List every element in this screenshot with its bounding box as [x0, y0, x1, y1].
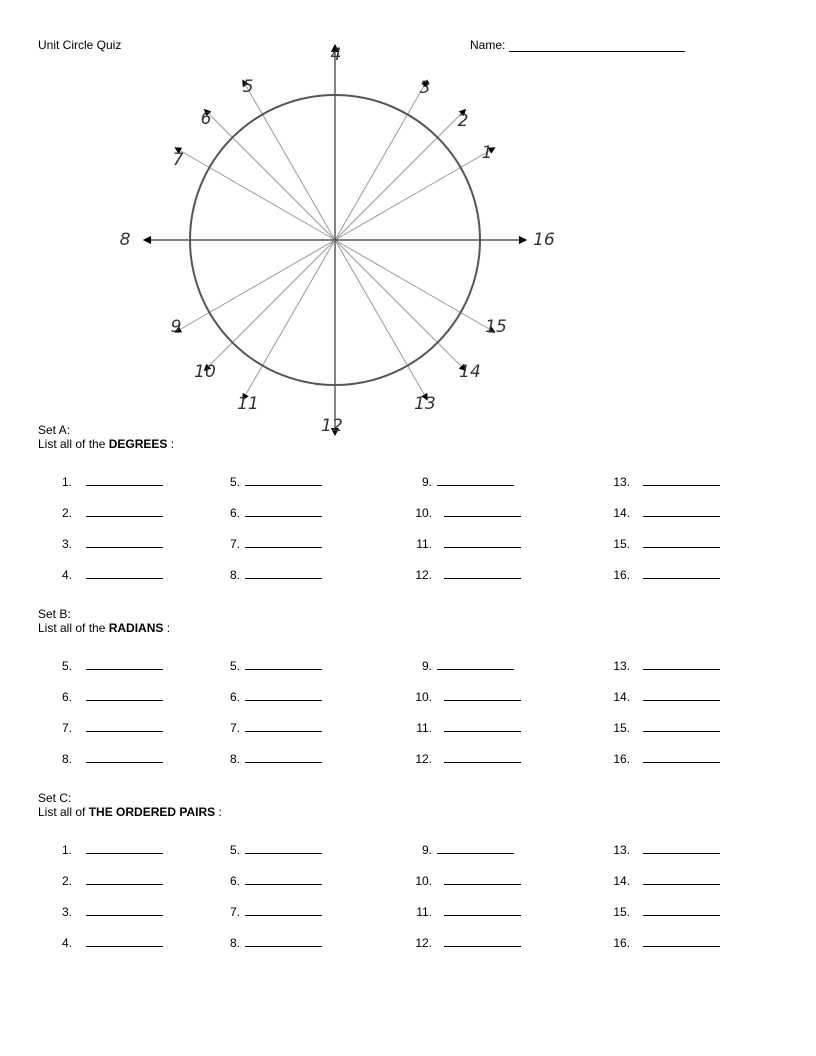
- answer-number: 11.: [416, 905, 432, 919]
- answer-line[interactable]: [444, 516, 521, 517]
- set-b: [38, 607, 778, 635]
- answer-blank[interactable]: [392, 721, 592, 737]
- answer-line[interactable]: [245, 516, 322, 517]
- answer-number: 7.: [229, 905, 240, 919]
- answer-number: 9.: [421, 475, 432, 489]
- answer-blank[interactable]: [200, 752, 400, 768]
- answer-number: 1.: [61, 843, 72, 857]
- set-b-instr-suffix: :: [166, 621, 171, 635]
- answer-line[interactable]: [86, 731, 163, 732]
- answer-blank[interactable]: [200, 475, 400, 491]
- answer-number: 9.: [421, 659, 432, 673]
- answer-blank[interactable]: [200, 537, 400, 553]
- ray-6: [206, 111, 335, 240]
- answer-number: 4.: [61, 568, 72, 582]
- answer-line[interactable]: [86, 547, 163, 548]
- answer-line[interactable]: [86, 669, 163, 670]
- set-a-instruction: [38, 437, 778, 451]
- angle-label-15: 15: [485, 317, 507, 337]
- angle-label-4: 4: [330, 45, 342, 65]
- answer-number: 5.: [229, 659, 240, 673]
- angle-label-11: 11: [237, 394, 259, 414]
- ray-15: [335, 240, 493, 331]
- set-b-instr-bold: RADIANS: [108, 621, 164, 635]
- answer-line[interactable]: [245, 578, 322, 579]
- answer-line[interactable]: [444, 700, 521, 701]
- set-c-instr-bold: THE ORDERED PAIRS: [88, 805, 216, 819]
- answer-line[interactable]: [245, 731, 322, 732]
- ray-7: [177, 149, 335, 240]
- answer-number: 8.: [229, 752, 240, 766]
- angle-label-3: 3: [419, 78, 431, 98]
- ray-13: [335, 240, 426, 398]
- answer-number: 5.: [229, 475, 240, 489]
- answer-number: 9.: [421, 843, 432, 857]
- set-b-instruction: [38, 621, 778, 635]
- answer-number: 7.: [229, 721, 240, 735]
- answer-blank[interactable]: [590, 905, 790, 921]
- set-a-instr-bold: DEGREES: [108, 437, 168, 451]
- answer-line[interactable]: [245, 700, 322, 701]
- set-c-instr-prefix: List all of: [38, 805, 86, 819]
- answer-number: 10.: [415, 690, 432, 704]
- set-b-instr-prefix: List all of the: [38, 621, 106, 635]
- answer-blank[interactable]: [200, 568, 400, 584]
- angle-label-10: 10: [194, 362, 216, 382]
- ray-1: [335, 149, 493, 240]
- answer-blank[interactable]: [392, 690, 592, 706]
- answer-number: 13.: [613, 843, 630, 857]
- angle-label-16: 16: [533, 230, 555, 250]
- answer-line[interactable]: [86, 762, 163, 763]
- answer-blank[interactable]: [392, 659, 592, 675]
- answer-number: 12.: [415, 752, 432, 766]
- answer-blank[interactable]: [590, 874, 790, 890]
- answer-line[interactable]: [245, 669, 322, 670]
- answer-line[interactable]: [86, 853, 163, 854]
- quiz-title: Unit Circle Quiz: [38, 38, 122, 52]
- answer-line[interactable]: [643, 700, 720, 701]
- ray-11: [244, 240, 335, 398]
- answer-blank[interactable]: [392, 752, 592, 768]
- answer-line[interactable]: [643, 853, 720, 854]
- answer-number: 11.: [416, 721, 432, 735]
- answer-number: 6.: [229, 506, 240, 520]
- answer-line[interactable]: [643, 762, 720, 763]
- answer-number: 15.: [613, 905, 630, 919]
- answer-blank[interactable]: [200, 690, 400, 706]
- answer-line[interactable]: [444, 762, 521, 763]
- ray-10: [206, 240, 335, 369]
- answer-line[interactable]: [643, 669, 720, 670]
- answer-blank[interactable]: [200, 659, 400, 675]
- answer-number: 6.: [61, 690, 72, 704]
- answer-line[interactable]: [444, 547, 521, 548]
- set-a-title: Set A:: [38, 423, 71, 437]
- angle-label-8: 8: [119, 230, 131, 250]
- answer-blank[interactable]: [200, 936, 400, 952]
- answer-line[interactable]: [86, 700, 163, 701]
- answer-line[interactable]: [643, 516, 720, 517]
- ray-14: [335, 240, 464, 369]
- answer-line[interactable]: [245, 884, 322, 885]
- answer-blank[interactable]: [590, 690, 790, 706]
- answer-line[interactable]: [86, 578, 163, 579]
- ray-5: [244, 82, 335, 240]
- answer-number: 15.: [613, 537, 630, 551]
- ray-2: [335, 111, 464, 240]
- answer-blank[interactable]: [200, 905, 400, 921]
- answer-line[interactable]: [444, 884, 521, 885]
- answer-line[interactable]: [245, 762, 322, 763]
- answer-blank[interactable]: [392, 506, 592, 522]
- angle-label-1: 1: [481, 143, 493, 163]
- answer-number: 15.: [613, 721, 630, 735]
- answer-line[interactable]: [245, 547, 322, 548]
- answer-number: 6.: [229, 874, 240, 888]
- answer-line[interactable]: [643, 485, 720, 486]
- answer-number: 14.: [613, 690, 630, 704]
- answer-blank[interactable]: [590, 659, 790, 675]
- answer-blank[interactable]: [200, 843, 400, 859]
- answer-line[interactable]: [643, 547, 720, 548]
- answer-line[interactable]: [437, 669, 514, 670]
- answer-blank[interactable]: [590, 568, 790, 584]
- angle-label-7: 7: [172, 150, 184, 170]
- answer-line[interactable]: [444, 578, 521, 579]
- answer-line[interactable]: [444, 946, 521, 947]
- answer-line[interactable]: [437, 485, 514, 486]
- answer-number: 5.: [61, 659, 72, 673]
- answer-blank[interactable]: [392, 843, 592, 859]
- answer-line[interactable]: [444, 915, 521, 916]
- answer-number: 7.: [61, 721, 72, 735]
- answer-number: 1.: [61, 475, 72, 489]
- answer-line[interactable]: [86, 915, 163, 916]
- answer-number: 16.: [613, 752, 630, 766]
- answer-number: 11.: [416, 537, 432, 551]
- answer-blank[interactable]: [590, 721, 790, 737]
- answer-blank[interactable]: [590, 537, 790, 553]
- answer-number: 14.: [613, 874, 630, 888]
- answer-line[interactable]: [643, 915, 720, 916]
- set-c-title: Set C:: [38, 791, 72, 805]
- angle-label-6: 6: [200, 109, 212, 129]
- ray-9: [177, 240, 335, 331]
- answer-number: 12.: [415, 568, 432, 582]
- answer-line[interactable]: [643, 578, 720, 579]
- answer-blank[interactable]: [590, 752, 790, 768]
- angle-label-12: 12: [321, 416, 343, 436]
- answer-line[interactable]: [86, 516, 163, 517]
- name-label: Name:: [470, 38, 506, 52]
- answer-line[interactable]: [444, 731, 521, 732]
- answer-line[interactable]: [245, 853, 322, 854]
- answer-blank[interactable]: [590, 475, 790, 491]
- set-a: [38, 423, 778, 451]
- angle-label-14: 14: [459, 362, 481, 382]
- angle-label-2: 2: [457, 111, 469, 131]
- answer-line[interactable]: [86, 884, 163, 885]
- answer-number: 5.: [229, 843, 240, 857]
- answer-number: 4.: [61, 936, 72, 950]
- answer-blank[interactable]: [590, 843, 790, 859]
- set-b-title: Set B:: [38, 607, 71, 621]
- set-a-instr-suffix: :: [170, 437, 175, 451]
- angle-label-9: 9: [170, 317, 182, 337]
- answer-number: 10.: [415, 874, 432, 888]
- answer-line[interactable]: [245, 915, 322, 916]
- set-a-instr-prefix: List all of the: [38, 437, 106, 451]
- set-c-instr-suffix: :: [218, 805, 222, 819]
- answer-number: 12.: [415, 936, 432, 950]
- answer-blank[interactable]: [392, 874, 592, 890]
- answer-line[interactable]: [437, 853, 514, 854]
- answer-number: 8.: [229, 568, 240, 582]
- answer-number: 6.: [229, 690, 240, 704]
- answer-blank[interactable]: [590, 506, 790, 522]
- answer-blank[interactable]: [590, 936, 790, 952]
- answer-number: 7.: [229, 537, 240, 551]
- answer-number: 13.: [613, 475, 630, 489]
- answer-line[interactable]: [643, 884, 720, 885]
- set-c: [38, 791, 778, 819]
- answer-blank[interactable]: [200, 721, 400, 737]
- answer-blank[interactable]: [392, 537, 592, 553]
- answer-blank[interactable]: [392, 475, 592, 491]
- answer-line[interactable]: [86, 485, 163, 486]
- angle-label-5: 5: [242, 77, 254, 97]
- answer-line[interactable]: [643, 731, 720, 732]
- answer-line[interactable]: [86, 946, 163, 947]
- answer-number: 3.: [61, 537, 72, 551]
- answer-blank[interactable]: [200, 506, 400, 522]
- answer-number: 8.: [229, 936, 240, 950]
- unit-circle-diagram: [0, 0, 816, 440]
- answer-blank[interactable]: [392, 936, 592, 952]
- answer-blank[interactable]: [392, 905, 592, 921]
- answer-number: 16.: [613, 936, 630, 950]
- answer-number: 16.: [613, 568, 630, 582]
- answer-number: 13.: [613, 659, 630, 673]
- answer-line[interactable]: [643, 946, 720, 947]
- answer-blank[interactable]: [392, 568, 592, 584]
- answer-number: 3.: [61, 905, 72, 919]
- angle-label-13: 13: [414, 394, 436, 414]
- answer-line[interactable]: [245, 946, 322, 947]
- answer-number: 2.: [61, 874, 72, 888]
- answer-number: 2.: [61, 506, 72, 520]
- answer-number: 8.: [61, 752, 72, 766]
- answer-line[interactable]: [245, 485, 322, 486]
- answer-number: 14.: [613, 506, 630, 520]
- set-c-instruction: [38, 805, 778, 819]
- ray-3: [335, 82, 426, 240]
- answer-blank[interactable]: [200, 874, 400, 890]
- answer-number: 10.: [415, 506, 432, 520]
